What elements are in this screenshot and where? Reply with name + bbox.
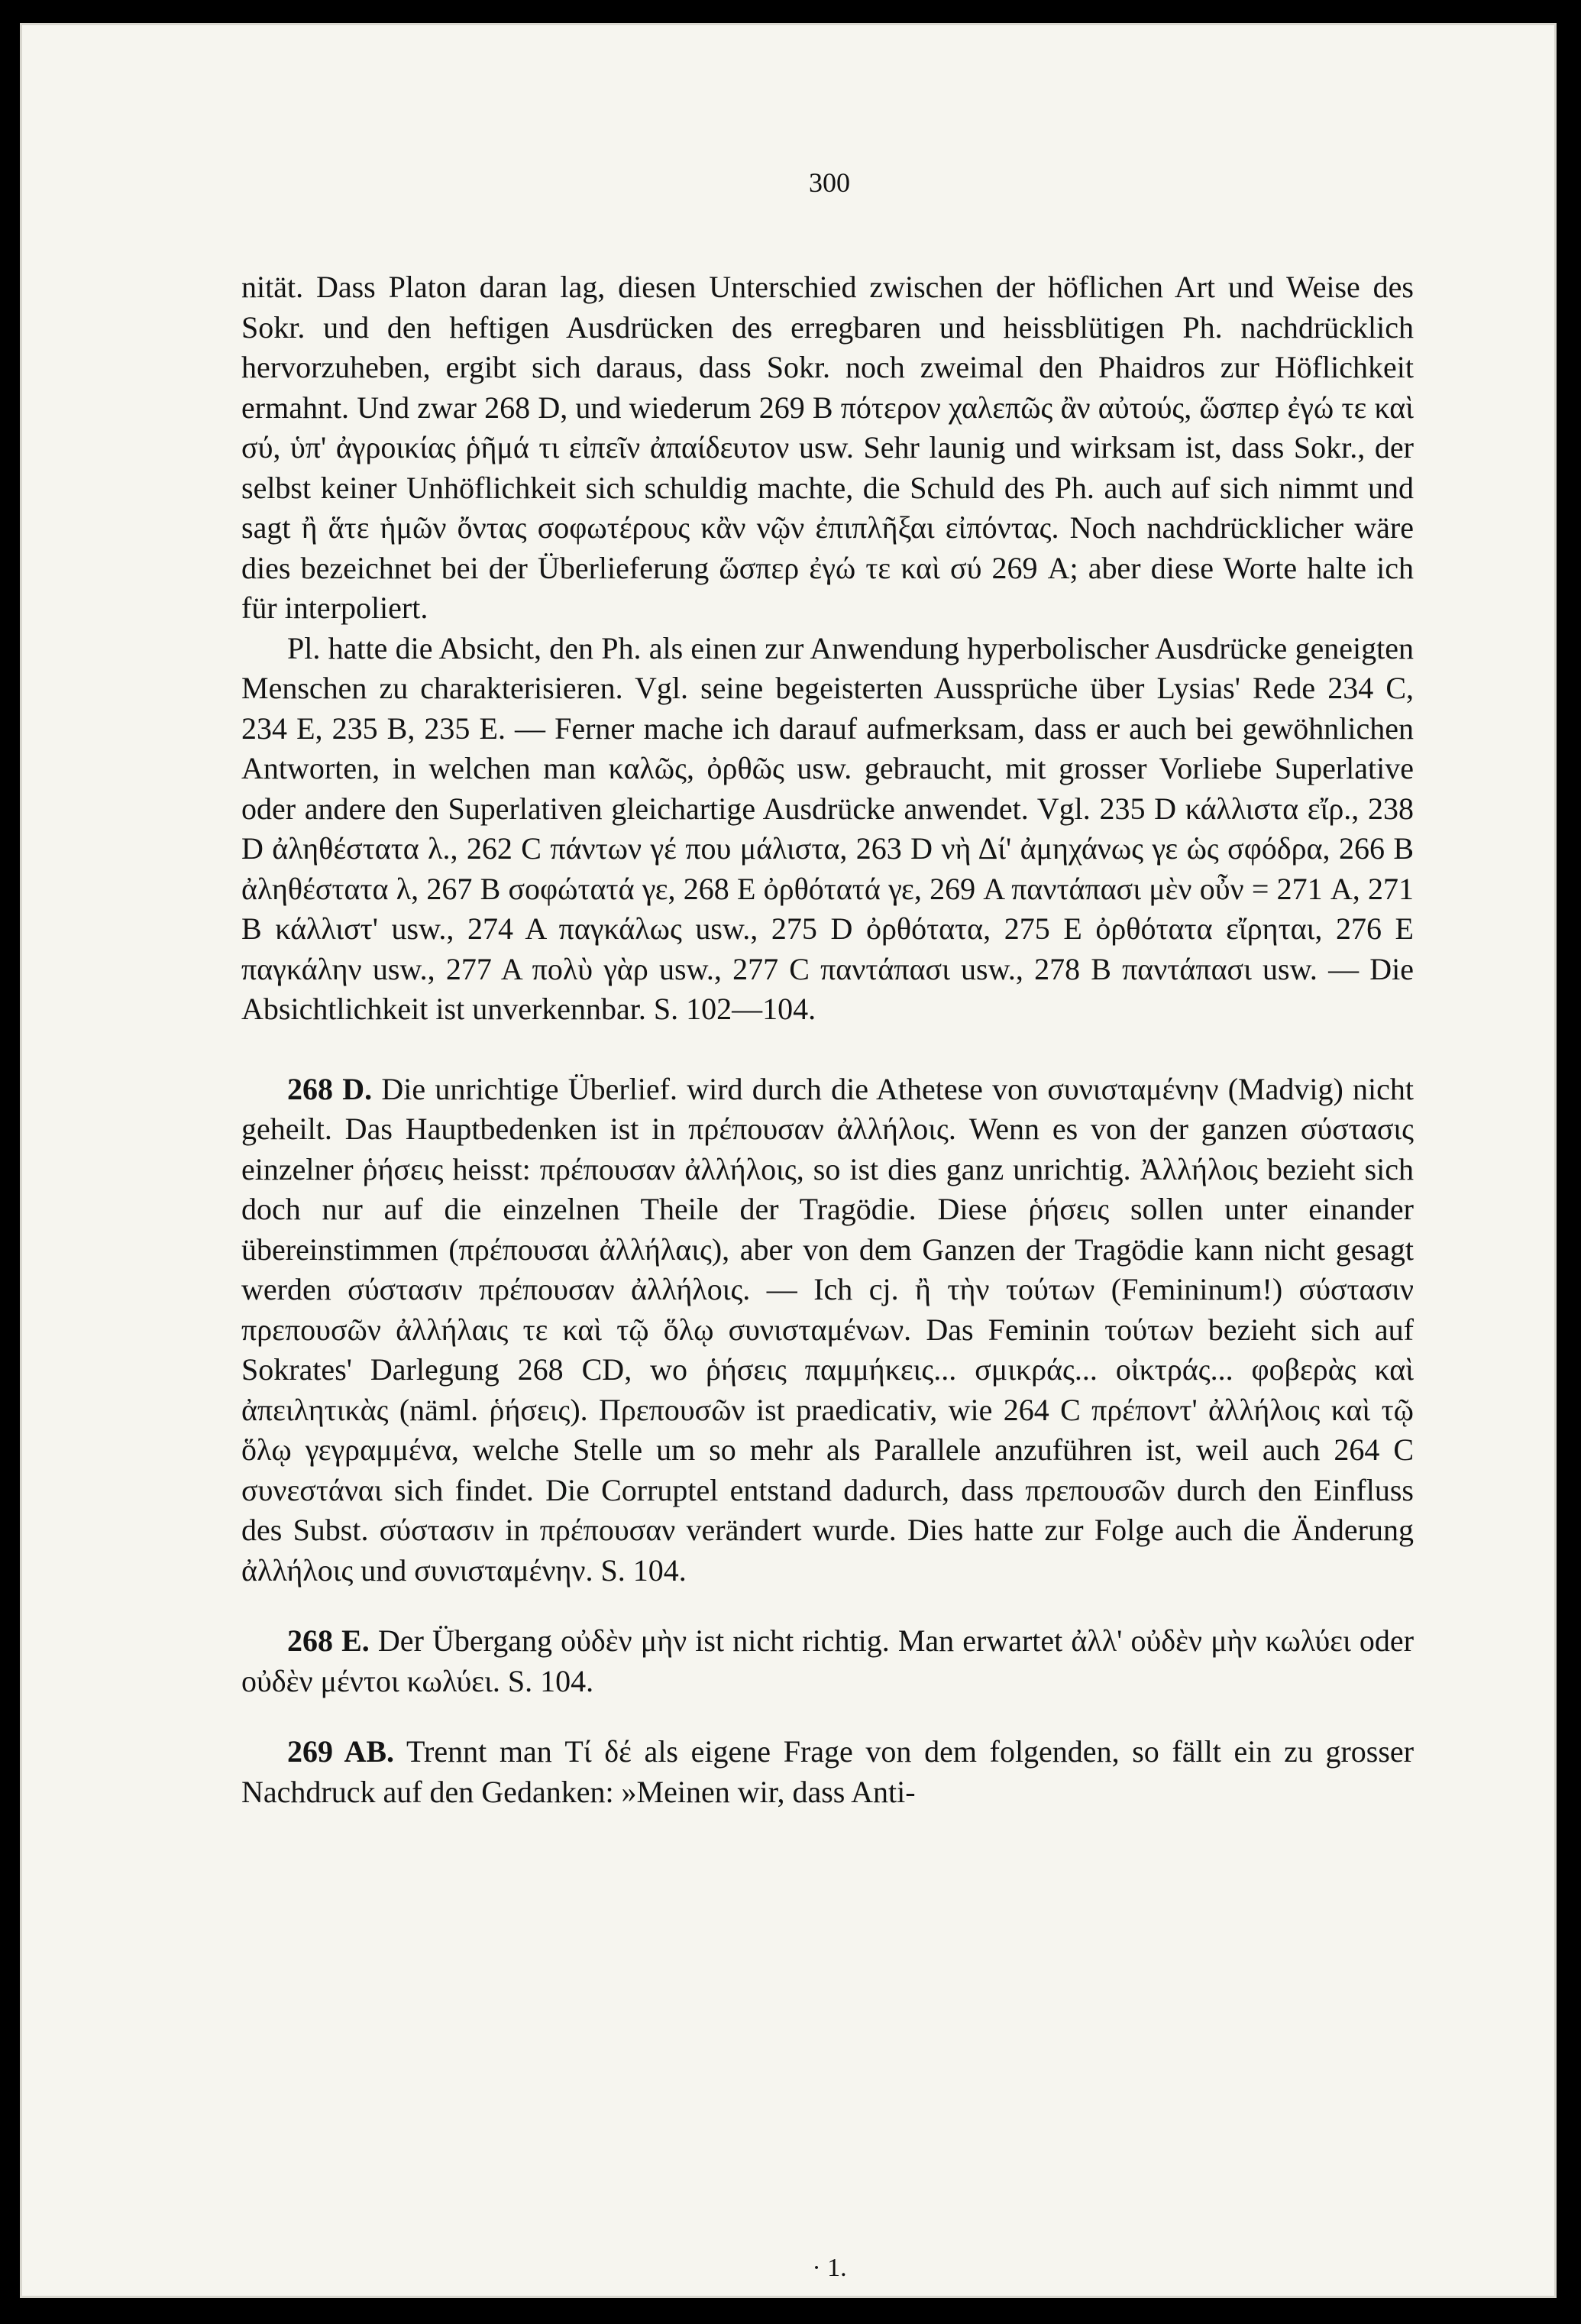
note-269ab-heading: 269 AB. xyxy=(287,1734,395,1769)
paragraph-2: Pl. hatte die Absicht, den Ph. als einen zur Anwendung hyperbolischer Ausdrücke geneigten Menschen zu charakterisieren. Vgl. seine begeisterten Aussprüche über Lysias' Rede 234 C, 234 E, 235 B, 235 E. — Ferner mache ich darauf aufmerksam, dass er auch bei gewöhnlichen Antworten, in welchen man καλῶς, ὀρθῶς usw. gebraucht, mit grosser Vorliebe Superlative oder andere den Superlativen gleichartige Ausdrücke anwendet. Vgl. 235 D κάλλιστα εἴρ., 238 D ἀληθέστατα λ., 262 C πάντων γέ που μάλιστα, 263 D νὴ Δί' ἀμηχάνως γε ὡς σφόδρα, 266 B ἀληθέστατα λ, 267 B σοφώτατά γε, 268 E ὀρθότατά γε, 269 A παντάπασι μὲν οὖν = 271 A, 271 B κάλλιστ' usw., 274 A παγκάλως usw., 275 D ὀρθότατα, 275 E ὀρθότατα εἴρηται, 276 E παγκάλην usw., 277 A πολὺ γὰρ usw., 277 C παντάπασι usw., 278 B παντάπασι usw. — Die Absichtlichkeit ist unverkennbar. S. 102—104. xyxy=(241,630,1414,1026)
page-body xyxy=(241,267,1414,1812)
note-269ab xyxy=(241,1732,1414,1812)
note-268e-heading: 268 E. xyxy=(287,1623,370,1658)
note-268d-text: Die unrichtige Überlief. wird durch die Athetese von συνισταμένην (Madvig) nicht geheilt. Das Hauptbedenken ist in πρέπουσαν ἀλλήλοις. Wenn es von der ganzen σύστασις einzelner ῥήσεις heisst: πρέπουσαν ἀλλήλοις, so ist dies ganz unrichtig. Ἀλλήλοις bezieht sich doch nur auf die einzelnen Theile der Tragödie. Diese ῥήσεις sollen unter einander übereinstimmen (πρέπουσαι ἀλλήλαις), aber von dem Ganzen der Tragödie kann nicht gesagt werden σύστασιν πρέπουσαν ἀλλήλοις. — Ich cj. ἢ τὴν τούτων (Femininum!) σύστασιν πρεπουσῶν ἀλλήλαις τε καὶ τῷ ὅλῳ συνισταμένων. Das Feminin τούτων bezieht sich auf Sokrates' Darlegung 268 CD, wo ῥήσεις παμμήκεις... σμικράς... οἰκτράς... φοβερὰς καὶ ἀπειλητικὰς (näml. ῥήσεις). Πρεπουσῶν ist praedicativ, wie 264 C πρέποντ' ἀλλήλοις καὶ τῷ ὅλῳ γεγραμμένα, welche Stelle um so mehr als Parallele anzuführen ist, weil auch 264 C συνεστάναι sich findet. Die Corruptel entstand dadurch, dass πρεπουσῶν durch den Einfluss des Subst. σύστασιν in πρέπουσαν verändert wurde. Dies hatte zur Folge auch die Änderung ἀλλήλοις und συνισταμένην. S. 104. xyxy=(241,1071,1414,1588)
section-gap xyxy=(241,1030,1414,1070)
note-268e xyxy=(241,1621,1414,1701)
section-gap xyxy=(241,1591,1414,1621)
note-268d xyxy=(241,1070,1414,1591)
note-268e-text: Der Übergang οὐδὲν μὴν ist nicht richtig. Man erwartet ἀλλ' οὐδὲν μὴν κωλύει oder οὐδὲν μέντοι κωλύει. S. 104. xyxy=(241,1623,1414,1698)
section-gap xyxy=(241,1701,1414,1732)
document-page xyxy=(20,23,1557,2298)
paragraph-1: nität. Dass Platon daran lag, diesen Unterschied zwischen der höflichen Art und Weise des Sokr. und den heftigen Ausdrücken des erregbaren und heissblütigen Ph. nachdrücklich hervorzuheben, ergibt sich daraus, dass Sokr. noch zweimal den Phaidros zur Höflichkeit ermahnt. Und zwar 268 D, und wiederum 269 B πότερον χαλεπῶς ἂν αὐτούς, ὥσπερ ἐγώ τε καὶ σύ, ὑπ' ἀγροικίας ῥῆμά τι εἰπεῖν ἀπαίδευτον usw. Sehr launig und wirksam ist, dass Sokr., der selbst keiner Unhöflichkeit sich schuldig machte, die Schuld des Ph. auch auf sich nimmt und sagt ἢ ἅτε ἡμῶν ὄντας σοφωτέρους κἂν νῷν ἐπιπλῆξαι εἰπόντας. Noch nachdrücklicher wäre dies bezeichnet bei der Überlieferung ὥσπερ ἐγώ τε καὶ σύ 269 A; aber diese Worte halte ich für interpoliert. xyxy=(241,270,1414,625)
note-268d-heading: 268 D. xyxy=(287,1071,373,1106)
signature-mark: · 1. xyxy=(812,2254,847,2282)
note-269ab-text: Trennt man Τί δέ als eigene Frage von dem folgenden, so fällt ein zu grosser Nachdruck auf den Gedanken: »Meinen wir, dass Anti- xyxy=(241,1734,1414,1809)
page-number: 300 xyxy=(809,167,850,198)
